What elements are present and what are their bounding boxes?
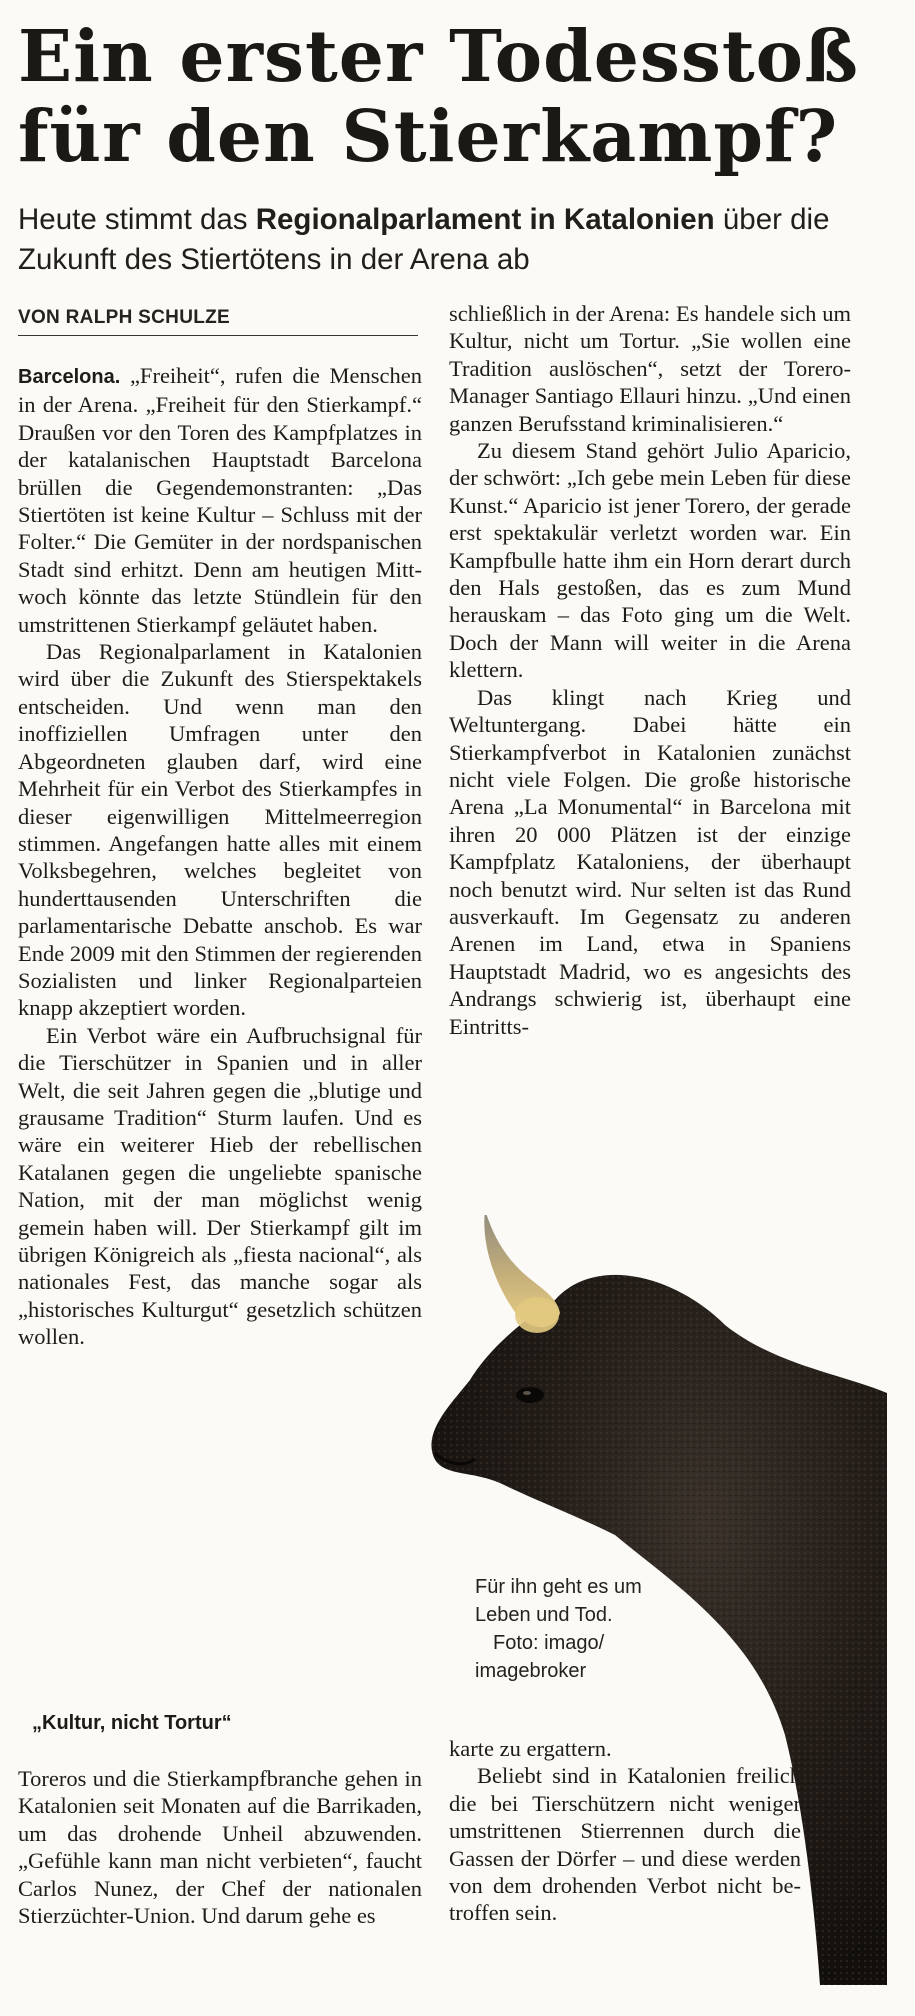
subhead-suffix: über die Zukunft des Stiertötens in der Arena ab [18, 203, 830, 276]
column-1-continued [18, 1765, 422, 1929]
photo-credit-agency: imagebroker [475, 1660, 587, 1682]
horn-icon [484, 1215, 560, 1333]
paragraph-5: schließlich in der Arena: Es handele sich um Kultur, nicht um Tortur. „Sie wollen eine Tradition auslöschen“, setzt der Torero-Manager Santiago Ellauri hinzu. „Und einen ganzen Berufsstand kriminalisieren.“ [449, 301, 851, 436]
column-2 [449, 300, 851, 1040]
subhead-bold: Regionalparlament in Katalonien [255, 203, 715, 236]
paragraph-7: Das klingt nach Krieg und Weltuntergang. Dabei hätte ein Stierkampfverbot in Katalonien zunächst nicht viele Folgen. Die große historische Arena „La Monumental“ in Barcelona mit ihren 20 000 Plätzen ist der einzige Kampfplatz Kataloniens, der überhaupt noch benutzt wird. Nur selten ist das Rund ausverkauft. Im Gegensatz zu anderen Arenen im Land, etwa in Spaniens Hauptstadt Madrid, wo es angesichts des Andrangs schwierig ist, überhaupt eine Eintritts- [449, 684, 851, 1039]
paragraph-4: Toreros und die Stierkampfbranche gehen in Katalonien seit Monaten auf die Barrikaden, um das drohende Unheil abzuwenden. „Gefühle kann man nicht verbieten“, faucht Carlos Nunez, der Chef der nationalen Stierzüchter-Union. Und darum gehe es [18, 1766, 422, 1929]
dateline: Barcelona. [18, 366, 121, 388]
paragraph-1-text: „Freiheit“, rufen die Menschen in der Arena. „Freiheit für den Stierkampf.“ Draußen vor den Toren des Kampfplatzes in der katalanischen Hauptstadt Barcelona brüllen die Gegendemonstranten: „Das Stiertöten ist keine Kultur – Schluss mit der Folter.“ Die Gemüter in der nordspanischen Stadt sind erhitzt. Denn am heutigen Mittwoch könnte das letzte Stündlein für den umstrittenen Stierkampf geläutet haben. [18, 363, 422, 637]
section-subtitle: „Kultur, nicht Tortur“ [32, 1712, 232, 1734]
byline: VON RALPH SCHULZE [18, 307, 418, 336]
headline: Ein erster Todesstoß für den Stierkampf? [18, 14, 859, 178]
paragraph-6: Zu diesem Stand gehört Julio Aparicio, der schwört: „Ich gebe mein Leben für diese Kunst.“ Aparicio ist jener Torero, der gerade erst spektakulär verletzt worden war. Ein Kampfbulle hatte ihm ein Horn derart durch den Hals gestoßen, das es zum Mund herauskam – das Foto ging um die Welt. Doch der Mann will weiter in die Arena klettern. [449, 438, 851, 683]
paragraph-3: Ein Verbot wäre ein Aufbruchsignal für die Tierschützer in Spanien und in aller Welt, die seit Jahren gegen die „blutige und grausame Tradition“ Sturm laufen. Und es wäre ein weiterer Hieb der rebellischen Katalanen gegen die ungeliebte spanische Nation, mit der man möglichst wenig gemein haben will. Der Stierkampf gilt im übrigen Königreich als „fiesta nacional“, als nationales Fest, das manche sogar als „historisches Kulturgut“ gesetzlich schützen wollen. [18, 1022, 422, 1350]
column-1 [18, 362, 422, 1351]
caption-text: Für ihn geht es um Leben und Tod. [475, 1576, 642, 1626]
paragraph-2: Das Regionalparlament in Katalonien wird über die Zukunft des Stierspektakels entscheiden. Und wenn man den inoffiziellen Umfragen unter den Abgeordneten glauben darf, wird eine Mehrheit für ein Verbot des Stierkampfes in dieser eigenwilligen Mittelmeerregion stimmen. Angefangen hatte alles mit einem Volksbegehren, welches begleitet von hunderttausenden Unterschriften die parlamentarische Debatte anschob. Es war Ende 2009 mit den Stimmen der regierenden Sozialisten und linker Regionalparteien knapp akzeptiert worden. [18, 639, 422, 1021]
paragraph-9: Beliebt sind in Katalonien freilich die bei Tierschützern nicht weniger umstrittenen Stierrennen durch die Gassen der Dörfer – und diese werden von dem drohenden Verbot nicht betroffen sein. [449, 1763, 801, 1926]
paragraph-1 [18, 362, 422, 638]
subhead-prefix: Heute stimmt das [18, 203, 256, 236]
photo-credit: Foto: imago/ [493, 1632, 605, 1654]
subheadline [18, 200, 908, 280]
column-2-continued [449, 1735, 801, 1927]
photo-caption [475, 1573, 655, 1685]
paragraph-8: karte zu ergattern. [449, 1736, 612, 1761]
